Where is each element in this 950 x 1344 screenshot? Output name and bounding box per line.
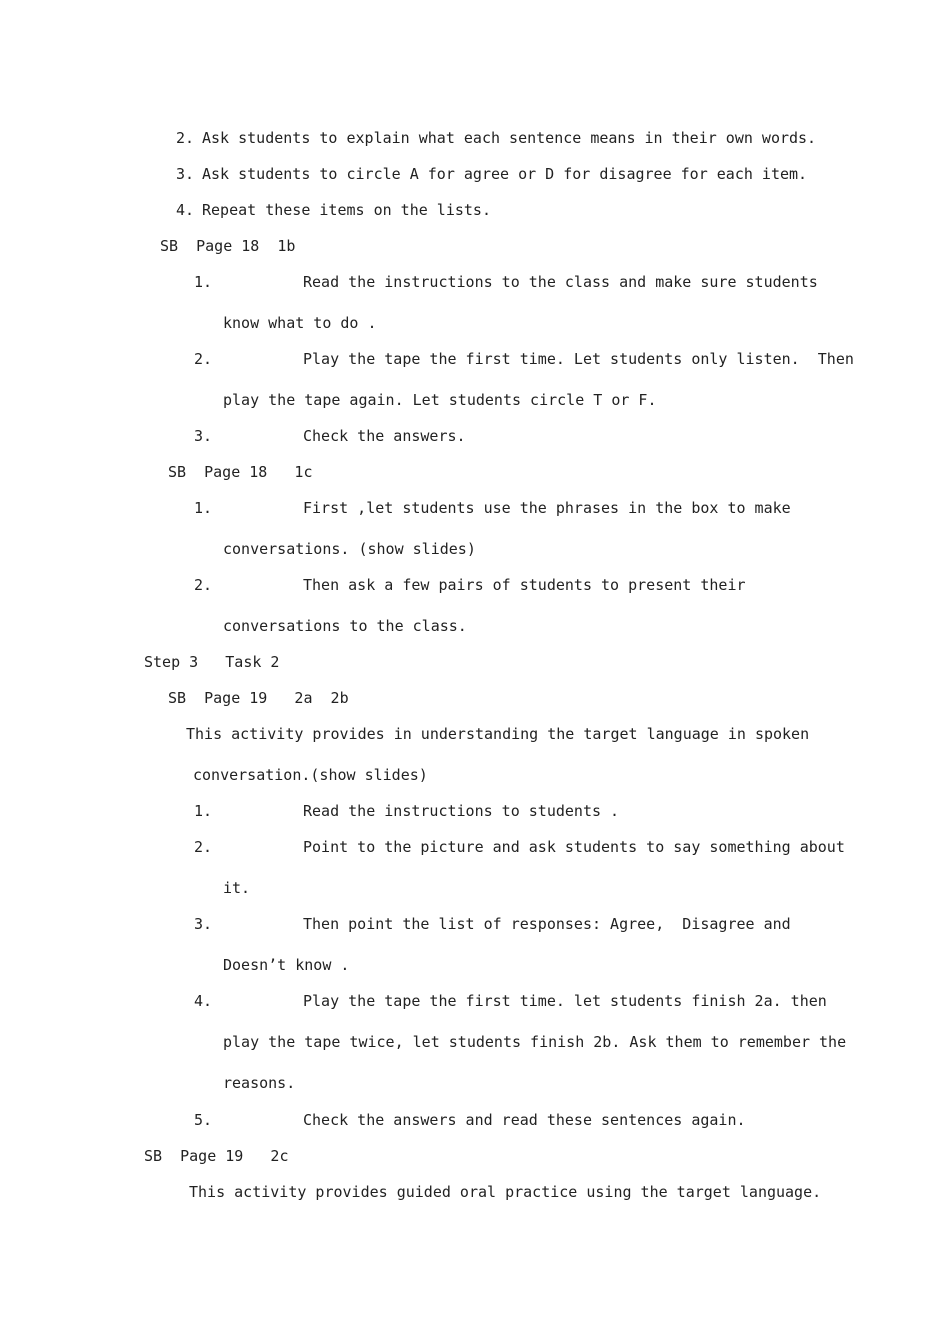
list-item-text: Ask students to explain what each sentence means in their own words.	[202, 129, 817, 147]
list-number: 2.	[194, 838, 213, 856]
list-number: 1.	[194, 499, 213, 517]
list-number: 4.	[176, 201, 195, 219]
section-heading: SB Page 19 2c	[144, 1147, 289, 1165]
list-item-continuation: it.	[223, 879, 251, 897]
list-item-continuation: conversations to the class.	[223, 617, 467, 635]
section-heading: SB Page 18 1c	[168, 463, 313, 481]
list-item-continuation: know what to do .	[223, 314, 377, 332]
list-number: 1.	[194, 802, 213, 820]
section-intro: This activity provides guided oral practice using the target language.	[189, 1183, 822, 1201]
list-number: 2.	[176, 129, 195, 147]
list-item-text: Play the tape the first time. Let students only listen. Then	[303, 350, 854, 368]
list-item-continuation: conversations. (show slides)	[223, 540, 476, 558]
list-item-text: Repeat these items on the lists.	[202, 201, 491, 219]
list-item-text: Point to the picture and ask students to say something about	[303, 838, 845, 856]
list-item-text: Read the instructions to students .	[303, 802, 620, 820]
list-item-continuation: Doesn’t know .	[223, 956, 350, 974]
list-item-continuation: play the tape twice, let students finish 2b. Ask them to remember the	[223, 1033, 847, 1051]
list-item-text: Then point the list of responses: Agree, Disagree and	[303, 915, 791, 933]
list-item-text: Check the answers.	[303, 427, 466, 445]
step-heading: Step 3 Task 2	[144, 653, 280, 671]
list-item-text: Then ask a few pairs of students to present their	[303, 576, 746, 594]
section-intro-continuation: conversation.(show slides)	[193, 766, 428, 784]
list-item-text: First ,let students use the phrases in the box to make	[303, 499, 791, 517]
list-number: 2.	[194, 350, 213, 368]
list-item-text: Read the instructions to the class and make sure students	[303, 273, 818, 291]
list-item-continuation: play the tape again. Let students circle T or F.	[223, 391, 657, 409]
list-item-text: Check the answers and read these sentences again.	[303, 1111, 746, 1129]
list-number: 4.	[194, 992, 213, 1010]
list-number: 3.	[194, 915, 213, 933]
section-heading: SB Page 18 1b	[160, 237, 296, 255]
list-number: 2.	[194, 576, 213, 594]
section-heading: SB Page 19 2a 2b	[168, 689, 349, 707]
list-item-text: Ask students to circle A for agree or D for disagree for each item.	[202, 165, 808, 183]
list-number: 3.	[194, 427, 213, 445]
list-number: 3.	[176, 165, 195, 183]
list-item-text: Play the tape the first time. let students finish 2a. then	[303, 992, 827, 1010]
list-item-continuation: reasons.	[223, 1074, 296, 1092]
list-number: 1.	[194, 273, 213, 291]
section-intro: This activity provides in understanding the target language in spoken	[186, 725, 810, 743]
list-number: 5.	[194, 1111, 213, 1129]
